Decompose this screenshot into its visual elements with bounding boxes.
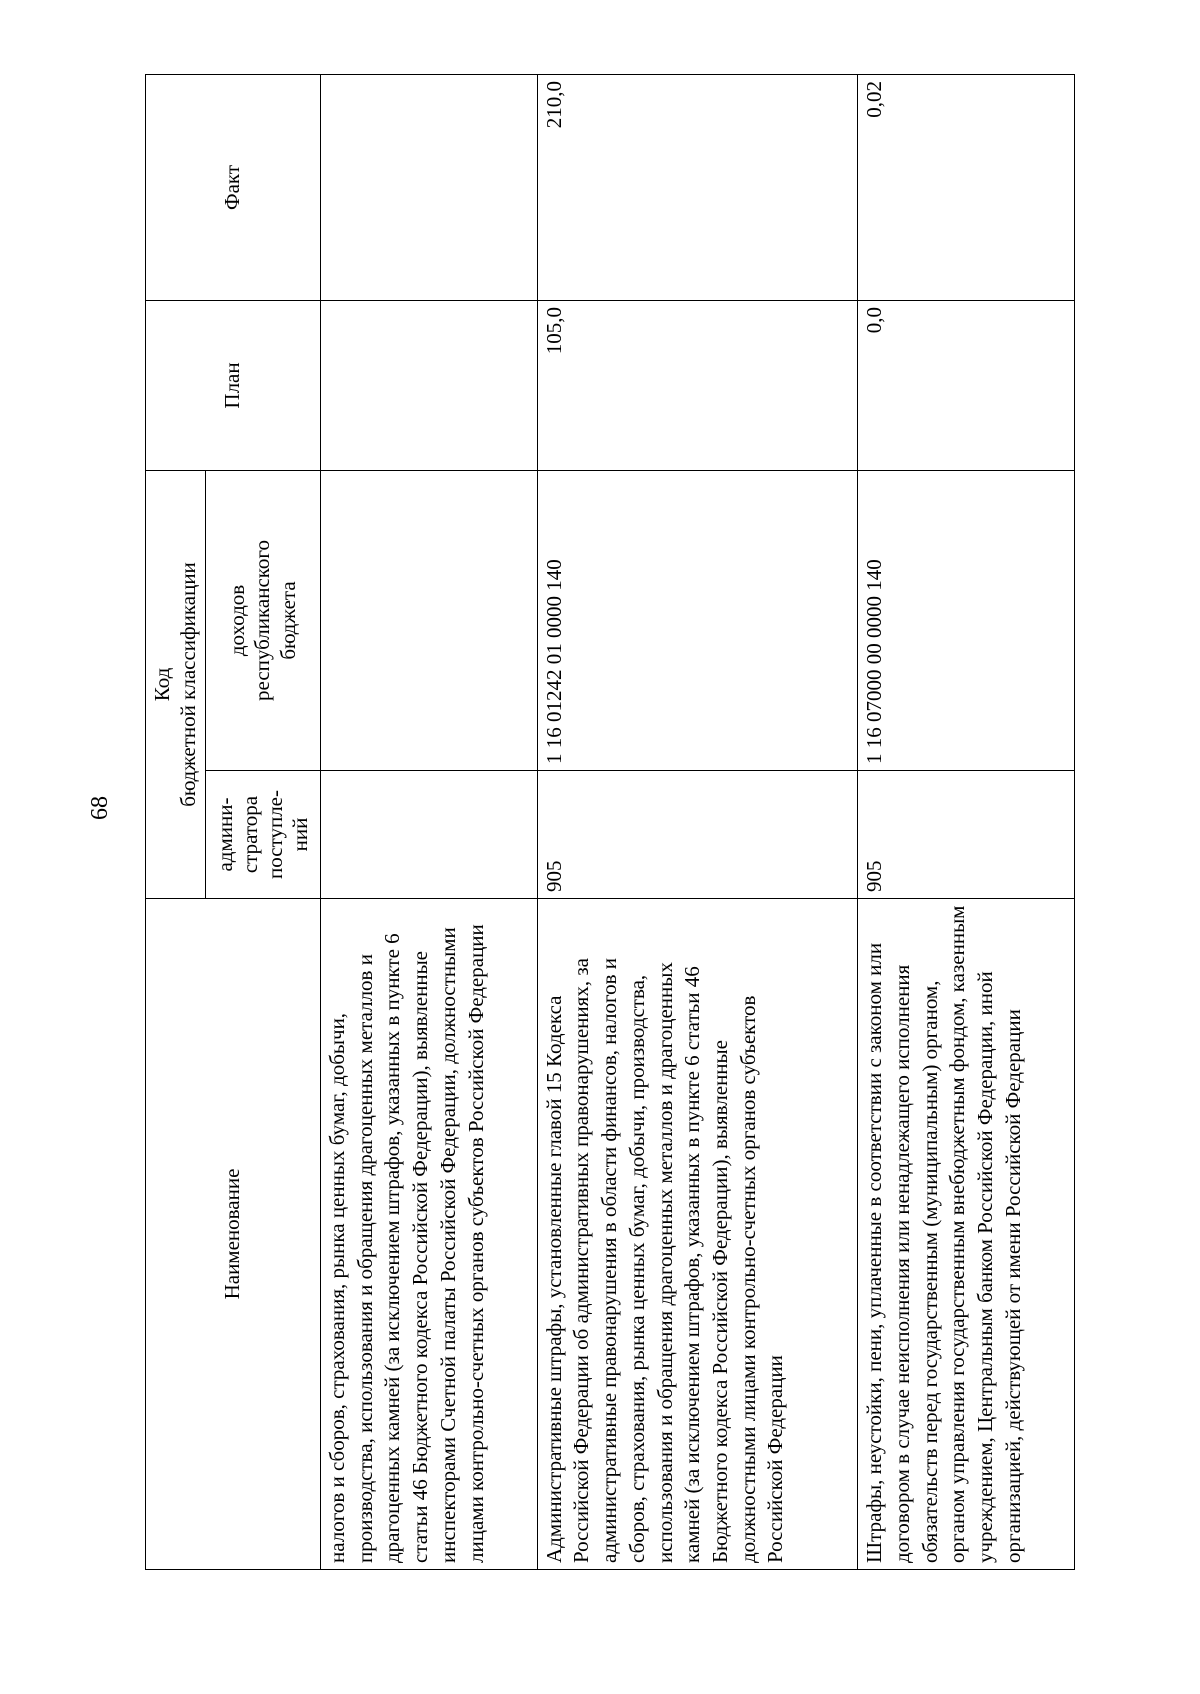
header-code-line-1: Код <box>150 667 175 702</box>
row-admin-cell: 905 <box>537 771 858 899</box>
row-code-cell: 1 16 07000 00 0000 140 <box>858 470 1075 770</box>
row-admin-cell: 905 <box>858 771 1075 899</box>
header-fact: Факт <box>146 74 321 300</box>
header-code-group <box>146 470 206 898</box>
header-name: Наименование <box>146 899 321 1570</box>
budget-revenue-table <box>145 74 1075 1570</box>
header-income <box>206 470 321 770</box>
header-income-line-1: доходов <box>225 584 250 657</box>
row-plan-cell: 0,0 <box>858 300 1075 470</box>
row-fact-cell: 210,0 <box>537 74 858 300</box>
row-code-cell: 1 16 01242 01 0000 140 <box>537 470 858 770</box>
table-row <box>321 74 538 1569</box>
header-admin-line-4: ний <box>288 817 313 852</box>
header-income-line-2: республиканского <box>250 540 275 701</box>
row-name-cell: Штрафы, неустойки, пени, уплаченные в соответствии с законом или договором в случае неисполнения или ненадлежащего исполнения обязательств перед государственным (муниципальным) органом, органом управления государственным внебюджетным фондом, казенным учреждением, Центральным банком Российской Федерации, иной организацией, действующей от имени Российской Федерации <box>858 899 1075 1570</box>
header-income-line-3: бюджета <box>275 581 300 660</box>
table-row <box>537 74 858 1569</box>
row-name-cell: Административные штрафы, установленные главой 15 Кодекса Российской Федерации об административных правонарушениях, за административные правонарушения в области финансов, налогов и сборов, страхования, рынка ценных бумаг, добычи, производства, использования и обращения драгоценных металлов и драгоценных камней (за исключением штрафов, указанных в пункте 6 статьи 46 Бюджетного кодекса Российской Федерации), выявленные должностными лицами контрольно-счетных органов субъектов Российской Федерации <box>537 899 858 1570</box>
table-row <box>858 74 1075 1569</box>
header-admin-line-3: поступле- <box>263 790 287 880</box>
header-code-line-2: бюджетной классификации <box>175 562 200 807</box>
row-plan-cell: 105,0 <box>537 300 858 470</box>
header-admin-line-1: админи- <box>212 797 237 872</box>
header-admin-line-2: стратора <box>237 795 262 874</box>
row-name-cell: налогов и сборов, страхования, рынка ценных бумаг, добычи, производства, использования и обращения драгоценных металлов и драгоценных камней (за исключением штрафов, указанных в пункте 6 статьи 46 Бюджетного кодекса Российской Федерации), выявленные инспекторами Счетной палаты Российской Федерации, должностными лицами контрольно-счетных органов субъектов Российской Федерации <box>321 899 538 1570</box>
header-plan: План <box>146 300 321 470</box>
table-container <box>145 75 1075 1570</box>
header-admin <box>206 771 321 899</box>
row-admin-cell <box>321 771 538 899</box>
table-rotated-wrapper <box>145 75 1075 1570</box>
row-fact-cell <box>321 74 538 300</box>
header-row-1 <box>146 74 206 1569</box>
page-number: 68 <box>86 796 113 820</box>
row-plan-cell <box>321 300 538 470</box>
row-code-cell <box>321 470 538 770</box>
row-fact-cell: 0,02 <box>858 74 1075 300</box>
